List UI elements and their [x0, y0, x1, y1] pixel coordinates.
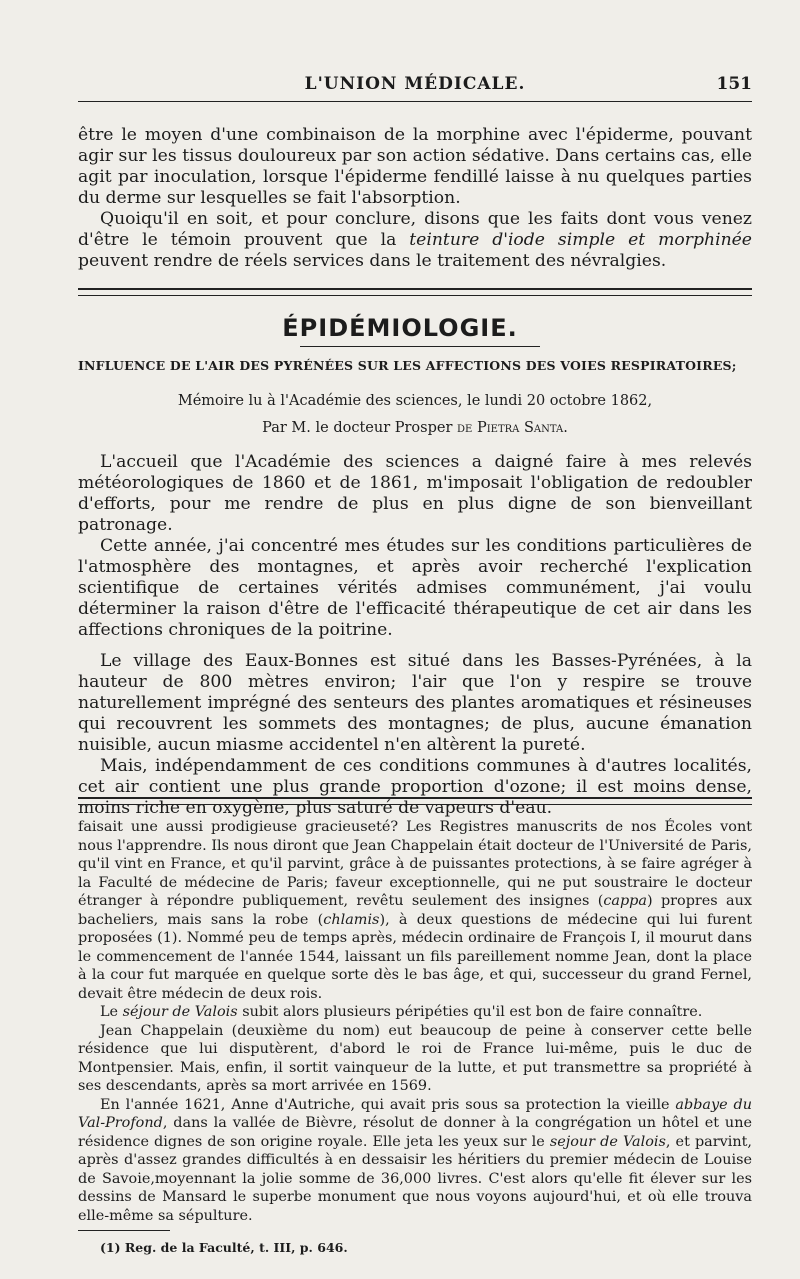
author-name: de Pietra Santa.	[457, 420, 568, 436]
feuilleton-paragraph-4	[78, 1096, 752, 1226]
f-p4-b: , dans la vallée de Bièvre, résolut de donner à la congrégation un hôtel et une résidence dignes de son origine royale. Elle jeta les yeux sur le	[78, 1115, 752, 1150]
f-p1-b: ) propres aux bacheliers, mais sans la robe (	[78, 893, 752, 928]
f-p4-em2: sejour de Valois	[549, 1133, 666, 1150]
intro-paragraph-2	[78, 209, 752, 272]
intro-p2-text-a: Quoiqu'il en soit, et pour conclure, disons que les faits dont vous venez d'être le témoin prouvent que la	[78, 209, 752, 250]
body-paragraph-3: Le village des Eaux-Bonnes est situé dans les Basses-Pyrénées, à la hauteur de 800 mètres environ; l'air que l'on y respire se trouve naturellement imprégné des senteurs des plantes aromatiques et résineuses qui recouvrent les sommets des montagnes; de plus, aucune émanation nuisible, aucun miasme accidentel n'en altèrent la pureté.	[78, 651, 752, 755]
running-title: L'UNION MÉDICALE.	[304, 74, 526, 94]
page-number: 151	[716, 74, 752, 94]
intro-p2-text-b: peuvent rendre de réels services dans le traitement des névralgies.	[78, 251, 667, 271]
intro-paragraph-1: être le moyen d'une combinaison de la morphine avec l'épiderme, pouvant agir sur les tissus douloureux par son action sédative. Dans certains cas, elle agit par inoculation, lorsque l'épiderme fendillé laisse à nu quelques parties du derme sur lesquelles se fait l'absorption.	[78, 125, 752, 208]
f-p4-em1: abbaye du Val-Profond	[78, 1096, 752, 1131]
f-p1-c: ), à deux questions de médecine qui lui furent proposées (1). Nommé peu de temps après, médecin ordinaire de François I, il mourut dans le commencement de l'année 1544, laissant un fils pareillement nomme Jean, dont la place à la cour fut marquée en quelque sorte dès le bas âge, et qui, successeur du grand Fernel, devait être médecin de deux rois.	[78, 911, 752, 1002]
article-body	[78, 452, 752, 819]
title-underline	[300, 346, 540, 347]
f-p1-em1: cappa	[603, 893, 647, 909]
author-line	[78, 420, 752, 436]
feuilleton-double-rule	[78, 797, 752, 805]
author-prefix: Par M. le docteur Prosper	[262, 420, 458, 436]
footnote: (1) Reg. de la Faculté, t. III, p. 646.	[100, 1240, 348, 1255]
f-p1-em2: chlamis	[323, 911, 380, 928]
f-p1-a: faisait une aussi prodigieuse gracieuseté? Les Registres manuscrits de nos Écoles vont nous l'apprendre. Ils nous diront que Jean Chappelain était docteur de l'Université de Paris, qu'il vint en France, et qu'il parvint, grâce à de puissantes protections, à se faire agréger à la Faculté de médecine de Paris; faveur exceptionnelle, qui ne put soustraire le docteur étranger à répondre publiquement, revêtu seulement des insignes (	[78, 819, 752, 909]
body-paragraph-2: Cette année, j'ai concentré mes études sur les conditions particulières de l'atmosphère des montagnes, et après avoir recherché l'explication scientifique de certaines vérités admises communément, j'ai voulu déterminer la raison d'être de l'efficacité thérapeutique de cet air dans les affections chroniques de la poitrine.	[78, 536, 752, 640]
f-p2-b: subit alors plusieurs péripéties qu'il est bon de faire connaître.	[237, 1004, 703, 1020]
header-rule	[78, 101, 752, 102]
f-p4-c: , et parvint, après d'assez grandes difficultés à en dessaisir les héritiers du premier médecin de Louise de Savoie,moyennant la jolie somme de 36,000 livres. C'est alors qu'elle fit élever sur les dessins de Mansard le superbe monument que nous voyons aujourd'hui, et où elle trouva elle-même sa sépulture.	[78, 1133, 752, 1224]
body-paragraph-1: L'accueil que l'Académie des sciences a daigné faire à mes relevés météorologiques de 1860 et de 1861, m'imposait l'obligation de redoubler d'efforts, pour me rendre de plus en plus digne de son bienveillant patronage.	[78, 452, 752, 535]
feuilleton-paragraph-3: Jean Chappelain (deuxième du nom) eut beaucoup de peine à conserver cette belle résidence que lui disputèrent, d'abord le roi de France lui-même, puis le duc de Montpensier. Mais, enfin, il sortit vainqueur de la lutte, et put transmettre sa propriété à ses descendants, après sa mort arrivée en 1569.	[78, 1022, 752, 1094]
feuilleton-paragraph-2	[78, 1003, 752, 1022]
feuilleton-paragraph-1	[78, 818, 752, 1003]
memoire-line: Mémoire lu à l'Académie des sciences, le lundi 20 octobre 1862,	[177, 393, 653, 409]
intro-p2-emphasis: teinture d'iode simple et morphinée	[409, 230, 752, 250]
f-p2-em: séjour de Valois	[122, 1004, 238, 1020]
footnote-rule	[78, 1230, 170, 1231]
intro-text	[78, 125, 752, 272]
section-title: ÉPIDÉMIOLOGIE.	[282, 314, 518, 342]
section-double-rule	[78, 288, 752, 296]
feuilleton-text	[78, 818, 752, 1225]
page-header	[78, 74, 752, 100]
body-paragraph-4: Mais, indépendamment de ces conditions communes à d'autres localités, cet air contient une plus grande proportion d'ozone; il est moins dense, moins riche en oxygène, plus saturé de vapeurs d'eau.	[78, 756, 752, 818]
f-p2-a: Le	[100, 1004, 123, 1020]
article-subtitle: INFLUENCE DE L'AIR DES PYRÉNÉES SUR LES AFFECTIONS DES VOIES RESPIRATOIRES;	[78, 358, 737, 373]
f-p4-a: En l'année 1621, Anne d'Autriche, qui avait pris sous sa protection la vieille	[100, 1096, 676, 1113]
